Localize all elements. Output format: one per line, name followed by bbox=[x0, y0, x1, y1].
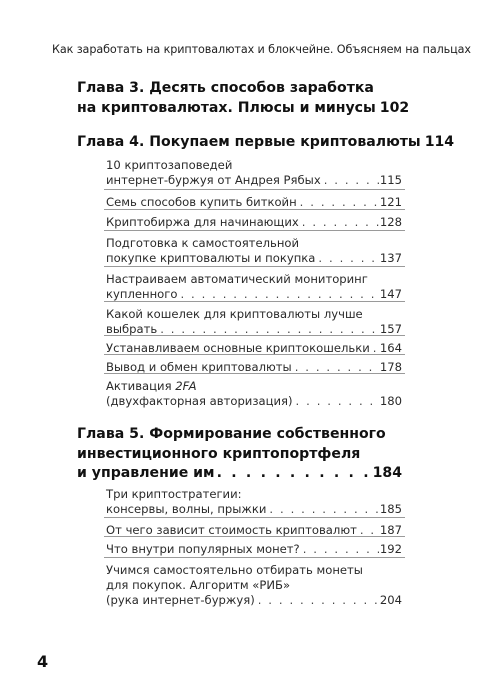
toc-entry[interactable] bbox=[106, 487, 402, 517]
page-ref: 204 bbox=[379, 593, 402, 608]
entry-title-line: Три криптостратегии: bbox=[106, 487, 242, 501]
toc-entry[interactable] bbox=[106, 307, 402, 337]
entry-title-line: (двухфакторная авторизация) bbox=[106, 394, 293, 409]
toc-chapter-3[interactable] bbox=[77, 79, 410, 118]
dot-leader bbox=[318, 251, 378, 266]
entry-title-line: 10 криптозаповедей bbox=[106, 158, 233, 172]
entry-title-line: Что внутри популярных монет? bbox=[106, 542, 300, 556]
chapter-title-line: Глава 3. Десять способов заработка bbox=[77, 80, 374, 96]
entry-title-line: Вывод и обмен криптовалюты bbox=[106, 360, 292, 374]
page-ref: 157 bbox=[379, 322, 402, 337]
entry-title-line: выбрать bbox=[106, 322, 158, 337]
chapter-title-line: Глава 4. Покупаем первые криптовалюты bbox=[77, 134, 421, 150]
entry-title-line: купленного bbox=[106, 287, 178, 302]
entry-title-line: Семь способов купить биткойн bbox=[106, 195, 297, 209]
entry-title-abbrev: 2FA bbox=[175, 379, 197, 393]
toc-entry[interactable] bbox=[106, 379, 402, 409]
toc-entry[interactable] bbox=[106, 158, 402, 188]
toc-chapter-4[interactable] bbox=[77, 133, 455, 153]
entry-title-line: Какой кошелек для криптовалюты лучше bbox=[106, 307, 363, 321]
toc-entry[interactable] bbox=[106, 563, 402, 609]
page-ref: 102 bbox=[379, 99, 410, 116]
entry-title-line: От чего зависит стоимость криптовалют bbox=[106, 523, 357, 537]
page-ref: 121 bbox=[379, 195, 402, 209]
chapter-title-line: Глава 5. Формирование собственного bbox=[77, 426, 386, 442]
toc-entry[interactable] bbox=[106, 236, 402, 266]
page-ref: 115 bbox=[379, 173, 402, 188]
chapter-title-line: и управление им bbox=[77, 465, 215, 481]
page-ref: 114 bbox=[424, 134, 455, 150]
dot-leader bbox=[258, 593, 379, 608]
toc-chapter-5[interactable] bbox=[77, 425, 402, 484]
page-number: 4 bbox=[37, 652, 49, 671]
page-ref: 187 bbox=[379, 523, 402, 537]
toc-entry[interactable] bbox=[106, 542, 402, 557]
page-ref: 164 bbox=[379, 341, 402, 355]
entry-title-line bbox=[106, 379, 402, 394]
page-ref: 192 bbox=[379, 542, 402, 556]
page-ref: 137 bbox=[379, 251, 402, 266]
entry-title-line: Устанавливаем основные криптокошельки bbox=[106, 341, 370, 355]
page-ref: 147 bbox=[379, 287, 402, 302]
page-ref: 185 bbox=[379, 502, 402, 517]
entry-title-line: (рука интернет-буржуя) bbox=[106, 593, 255, 608]
entry-title-line: для покупок. Алгоритм «РИБ» bbox=[106, 578, 291, 593]
entry-title-line: Учимся самостоятельно отбирать монеты bbox=[106, 563, 363, 577]
chapter-title-line: инвестиционного криптопортфеля bbox=[77, 445, 361, 462]
entry-title-line: покупке криптовалюты и покупка bbox=[106, 251, 316, 266]
page-ref: 184 bbox=[372, 465, 402, 481]
entry-title-line: Криптобиржа для начинающих bbox=[106, 215, 299, 229]
toc-entry[interactable] bbox=[106, 272, 402, 302]
entry-title-line: консервы, волны, прыжки bbox=[106, 502, 267, 517]
page-ref: 128 bbox=[379, 215, 402, 229]
entry-title-line: Подготовка к самостоятельной bbox=[106, 236, 300, 250]
dot-leader bbox=[302, 215, 379, 230]
dot-leader bbox=[324, 173, 379, 188]
page-ref: 180 bbox=[379, 394, 402, 409]
toc-entry[interactable] bbox=[106, 195, 402, 210]
entry-title-text: Активация bbox=[106, 379, 172, 393]
dot-leader bbox=[296, 394, 379, 409]
page-ref: 178 bbox=[379, 360, 402, 374]
dot-leader bbox=[300, 195, 379, 210]
dot-leader bbox=[303, 542, 379, 557]
running-head: Как заработать на криптовалютах и блокчейне. Объясняем на пальцах bbox=[52, 43, 471, 56]
toc-entry[interactable] bbox=[106, 215, 402, 230]
dot-leader bbox=[217, 464, 371, 484]
entry-title-line: Настраиваем автоматический мониторинг bbox=[106, 272, 368, 286]
chapter-title-line: на криптовалютах. Плюсы и минусы bbox=[77, 99, 376, 116]
entry-title-line: интернет-буржуя от Андрея Рябых bbox=[106, 173, 321, 188]
dot-leader bbox=[269, 502, 378, 517]
